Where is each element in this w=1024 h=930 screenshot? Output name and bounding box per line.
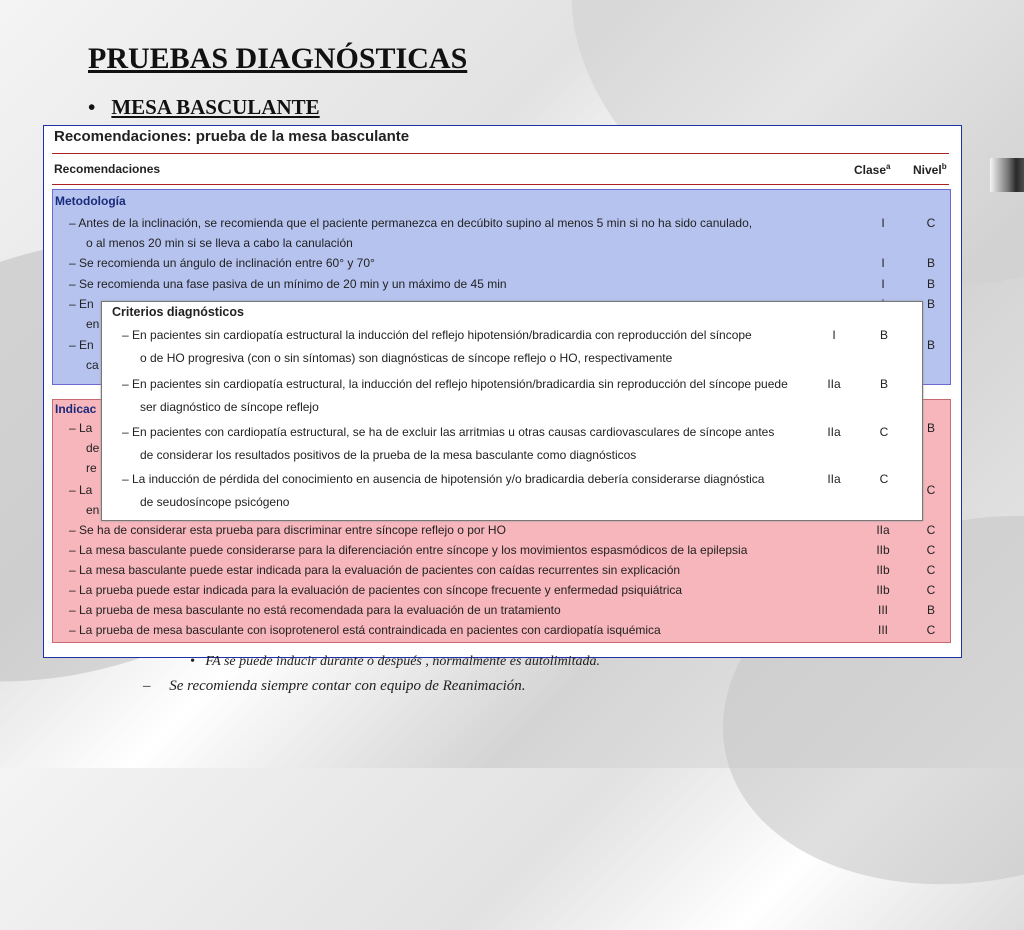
row-nivel: B [926,256,935,270]
row-text: en [86,503,100,517]
row-nivel: C [926,523,936,537]
row-nivel: B [926,338,935,352]
column-header-recomendaciones: Recomendaciones [54,162,161,176]
dash-item-text: Se recomienda siempre contar con equipo de Reanimación. [169,678,526,694]
column-header-clase [854,162,890,177]
row-text: re [86,461,97,475]
bullet-symbol: • [88,95,96,119]
row-nivel: C [926,563,936,577]
divider [52,184,949,185]
table-row [53,580,950,600]
row-text: – La mesa basculante puede estar indicada para la evaluación de pacientes con caídas recurrentes sin explicación [69,563,681,577]
table-row [53,213,950,233]
row-nivel: B [926,297,935,311]
row-text: – La prueba puede estar indicada para la evaluación de pacientes con síncope frecuente y enfermedad psiquiátrica [69,583,683,597]
column-header-nivel-label: Nivel [913,163,942,177]
table-row [53,560,950,580]
row-clase: III [877,623,888,637]
criterio-clase: IIa [827,472,841,486]
dash-symbol: – [143,678,151,694]
row-clase: IIb [876,583,890,597]
column-header-clase-label: Clase [854,163,887,177]
criterio-text: – En pacientes sin cardiopatía estructural, la inducción del reflejo hipotensión/bradicardia sin reproducción del síncope puede [122,377,788,391]
footnote-marker: a [886,162,891,171]
row-nivel: C [926,583,936,597]
slide-title: PRUEBAS DIAGNÓSTICAS [88,42,468,75]
slide-subtitle: MESA BASCULANTE [111,95,320,119]
criterio-nivel: B [879,328,888,342]
row-nivel: B [926,421,935,435]
table-row [53,620,950,640]
table-title: Recomendaciones: prueba de la mesa basculante [54,128,410,145]
criterio-text: – En pacientes sin cardiopatía estructural la inducción del reflejo hipotensión/bradicardia con reproducción del síncope [122,328,752,342]
row-nivel: C [926,216,936,230]
slide-subtitle-bullet [88,95,320,120]
decorative-bevel [990,158,1024,192]
row-nivel: C [926,543,936,557]
sub-bullet-text: FA se puede inducir durante o después , normalmente es autolimitada. [205,654,600,669]
table-row [53,274,950,294]
criterio-clase: I [832,328,836,342]
criterios-heading: Criterios diagnósticos [112,305,244,319]
row-text: en [86,317,100,331]
row-nivel: B [926,277,935,291]
row-text: – Antes de la inclinación, se recomienda que el paciente permanezca en decúbito supino al menos 5 min si no ha sido canulado, [69,216,753,230]
row-nivel: B [926,603,935,617]
row-text: de [86,441,100,455]
criterio-text-cont: de seudosíncope psicógeno [140,495,290,509]
row-clase: III [877,603,888,617]
row-text: o al menos 20 min si se lleva a cabo la canulación [86,236,353,250]
row-clase: I [881,256,885,270]
criterio-text: – La inducción de pérdida del conocimiento en ausencia de hipotensión y/o bradicardia debería considerarse diagnóstica [122,472,765,486]
dash-item [143,678,526,695]
bullet-symbol: • [190,654,195,669]
row-text: – Se recomienda un ángulo de inclinación entre 60° y 70° [69,256,375,270]
row-text: – En [69,338,94,352]
table-row [53,253,950,273]
column-header-nivel [913,162,947,177]
criterio-text-cont: ser diagnóstico de síncope reflejo [140,400,319,414]
row-text: – Se recomienda una fase pasiva de un mínimo de 20 min y un máximo de 45 min [69,277,507,291]
row-text: – La [69,421,93,435]
criterio-text: – En pacientes con cardiopatía estructural, se ha de excluir las arritmias u otras causas cardiovasculares de síncope antes [122,425,775,439]
row-nivel: C [926,623,936,637]
divider [52,153,949,154]
criterio-text-cont: o de HO progresiva (con o sin síntomas) son diagnósticas de síncope reflejo o HO, respectivamente [140,351,673,365]
row-clase: IIa [876,523,890,537]
table-row-continuation [53,233,950,253]
row-clase: IIb [876,543,890,557]
criterio-nivel: B [879,377,888,391]
row-text: – La [69,483,93,497]
criterio-clase: IIa [827,377,841,391]
footnote-marker: b [941,162,947,171]
criterio-nivel: C [879,425,889,439]
row-text: ca [86,358,99,372]
row-text: – La prueba de mesa basculante no está recomendada para la evaluación de un tratamiento [69,603,561,617]
criterio-text-cont: de considerar los resultados positivos de la prueba de la mesa basculante como diagnósticos [140,448,637,462]
row-text: – En [69,297,94,311]
criterios-diagnosticos-box [101,301,923,521]
row-text: – Se ha de considerar esta prueba para discriminar entre síncope reflejo o por HO [69,523,506,537]
section-heading: Indicac [55,402,97,416]
row-clase: I [881,277,885,291]
row-clase: IIb [876,563,890,577]
sub-bullet [190,654,600,670]
criterio-clase: IIa [827,425,841,439]
section-heading: Metodología [55,194,126,208]
row-nivel: C [926,483,936,497]
row-clase: I [881,216,885,230]
row-text: – La prueba de mesa basculante con isoprotenerol está contraindicada en pacientes con cardiopatía isquémica [69,623,661,637]
criterio-nivel: C [879,472,889,486]
table-row [53,520,950,540]
table-row [53,600,950,620]
row-text: – La mesa basculante puede considerarse para la diferenciación entre síncope y los movimientos espasmódicos de la epilepsia [69,543,748,557]
table-row [53,540,950,560]
